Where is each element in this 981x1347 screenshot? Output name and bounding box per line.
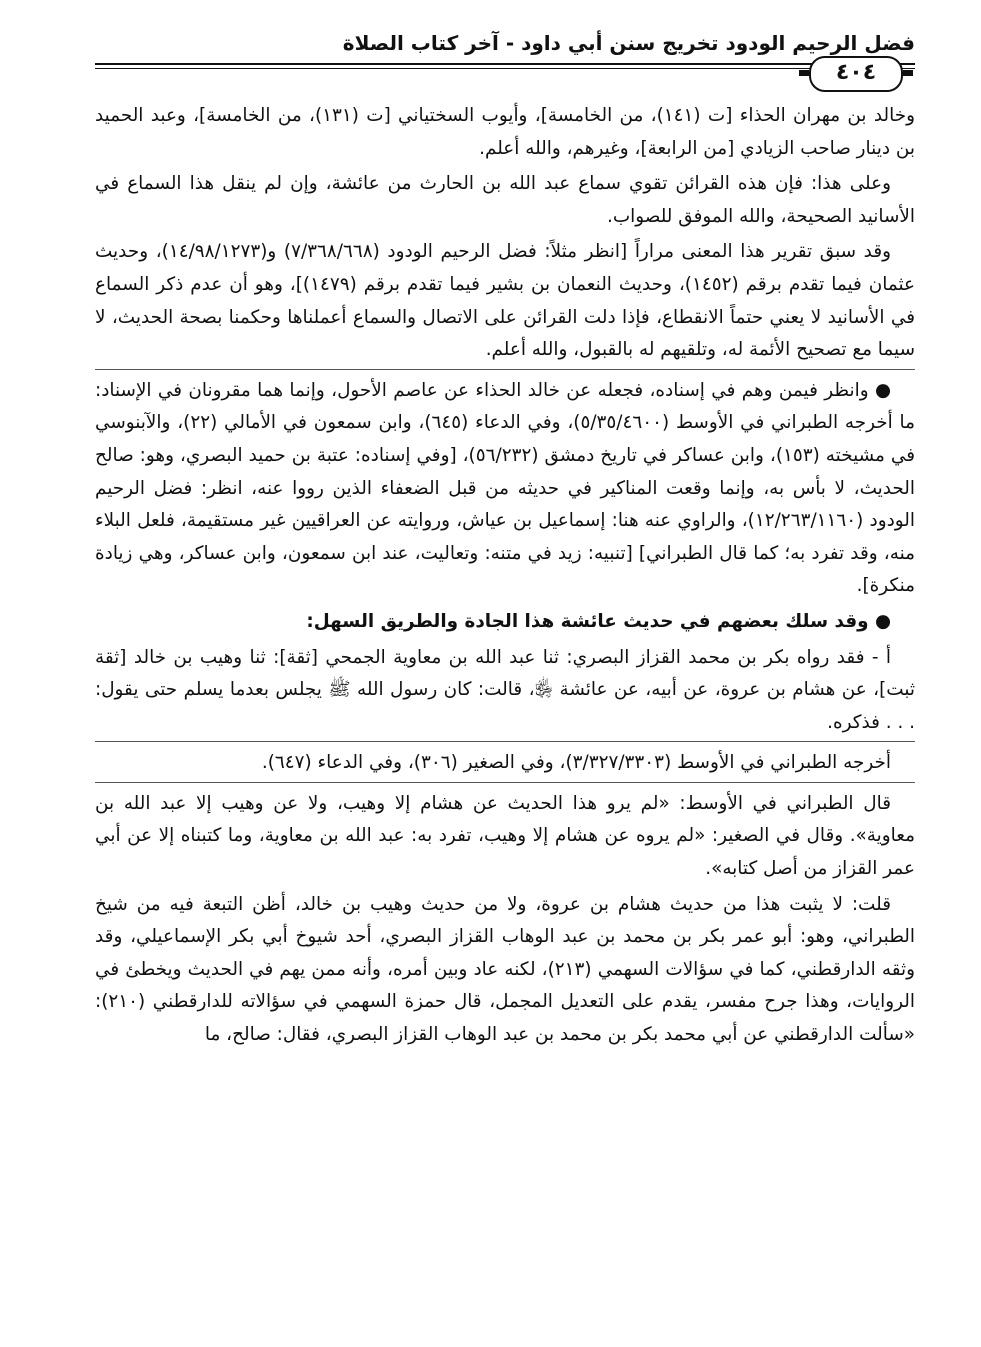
paragraph-conclusion: وعلى هذا: فإن هذه القرائن تقوي سماع عبد الله بن الحارث من عائشة، وإن لم ينقل هذا السماع في الأسانيد الصحيحة، والله الموفق للصواب. xyxy=(95,173,915,227)
page-number: ٤٠٤ xyxy=(809,56,903,92)
paragraph-previous-discussion: وقد سبق تقرير هذا المعنى مراراً [انظر مثلاً: فضل الرحيم الودود (٧/٣٦٨/٦٦٨) و(١٤/٩٨/١٢٧٣)، وحديث عثمان فيما تقدم برقم (١٤٥٢)، وحديث النعمان بن بشير فيما تقدم برقم (١٤٧٩)]، وهو أن عدم ذكر السماع في الأسانيد لا يعني حتماً الانقطاع، فإذا دلت القرائن على الاتصال والسماع أعملناها وحكمنا بصحة الحديث، لا سيما مع تصحيح الأئمة له، وتلقيهم له بالقبول، والله أعلم. xyxy=(95,236,915,369)
page-body xyxy=(95,100,915,1055)
book-page xyxy=(95,0,915,1347)
paragraph-narrators: وخالد بن مهران الحذاء [ت (١٤١)، من الخامسة]، وأيوب السختياني [ت (١٣١)، من الخامسة]، وعبد الحميد بن دينار صاحب الزيادي [من الرابعة]، وغيرهم، والله أعلم. xyxy=(95,105,915,159)
paragraph-isnad-error: ● وانظر فيمن وهم في إسناده، فجعله عن خالد الحذاء عن عاصم الأحول، وإنما هما مقرونان في الإسناد: ما أخرجه الطبراني في الأوسط (٥/٣٥/٤٦٠٠)، وفي الدعاء (٦٤٥)، وابن سمعون في الأمالي (٢٢)، والآبنوسي في مشيخته (١٥٣)، وابن عساكر في تاريخ دمشق (٥٦/٢٣٢)، [وفي إسناده: عتبة بن حميد البصري، وهو: صالح الحديث، لا بأس به، وإنما وقعت المناكير في حديثه من قبل الضعفاء الذين رووا عنه، انظر: فضل الرحيم الودود (١٢/٢٦٣/١١٦٠)، والراوي عنه هنا: إسماعيل بن عياش، وروايته عن العراقيين غير مستقيمة، فلعل البلاء منه، وقد تفرد به؛ كما قال الطبراني] [تنبيه: زيد في متنه: وتعاليت، عند ابن سمعون، وابن عساكر، وهي زيادة منكرة]. xyxy=(95,379,916,597)
paragraph-narration-alif: أ - فقد رواه بكر بن محمد القزاز البصري: ثنا عبد الله بن معاوية الجمحي [ثقة]: ثنا وهيب بن خالد [ثقة ثبت]، عن هشام بن عروة، عن أبيه، عن عائشة ﵂، قالت: كان رسول الله ﷺ يجلس بعدما يسلم حتى يقول: . . . فذكره. xyxy=(95,642,915,743)
page-number-frame xyxy=(95,56,915,90)
paragraph-tabarani-comment: قال الطبراني في الأوسط: «لم يرو هذا الحديث عن هشام إلا وهيب، ولا عن وهيب إلا عبد الله بن معاوية». وقال في الصغير: «لم يروه عن هشام إلا وهيب، تفرد به: عبد الله بن معاوية، وما كتبناه إلا عن أبي عمر القزاز من أصل كتابه». xyxy=(95,792,915,880)
running-header xyxy=(95,28,915,90)
paragraph-common-route-heading: ● وقد سلك بعضهم في حديث عائشة هذا الجادة والطريق السهل: xyxy=(306,610,891,632)
header-title: فضل الرحيم الودود تخريج سنن أبي داود - آخر كتاب الصلاة xyxy=(342,31,915,55)
paragraph-author-comment: قلت: لا يثبت هذا من حديث هشام بن عروة، ولا من حديث وهيب بن خالد، أظن التبعة فيه من شيخ الطبراني، وهو: أبو عمر بكر بن محمد بن عبد الوهاب القزاز البصري، أحد شيوخ أبي بكر الإسماعيلي، وقد وثقه الدارقطني، كما في سؤالات السهمي (٢١٣)، لكنه عاد وبين أمره، وأنه ممن يهم في الحديث ويخطئ في الروايات، وهذا جرح مفسر، يقدم على التعديل المجمل، قال حمزة السهمي في سؤالاته للدارقطني (٢١٠): «سألت الدارقطني عن أبي محمد بكر بن محمد بن عبد الوهاب القزاز البصري، فقال: صالح، ما xyxy=(95,893,915,1046)
paragraph-takhrij: أخرجه الطبراني في الأوسط (٣/٣٢٧/٣٣٠٣)، وفي الصغير (٣٠٦)، وفي الدعاء (٦٤٧). xyxy=(95,747,915,783)
